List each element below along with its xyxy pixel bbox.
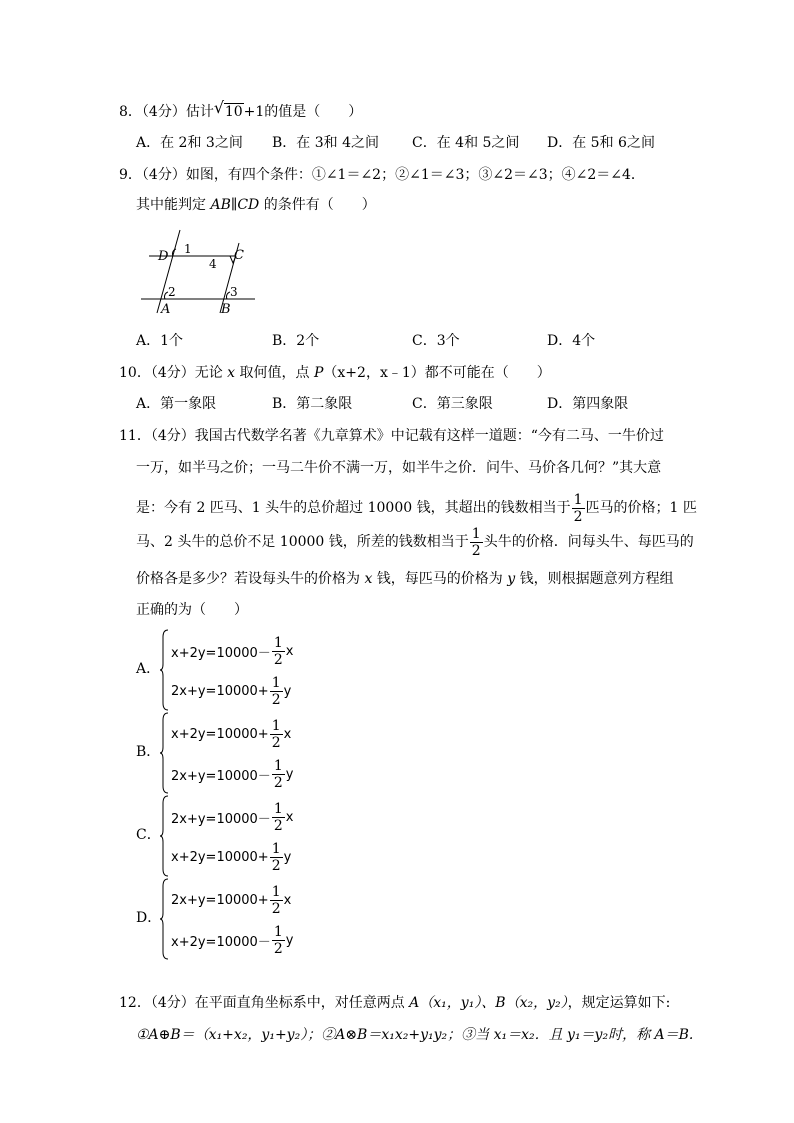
frac-num: 1	[273, 635, 283, 651]
eq-var: x	[285, 644, 294, 659]
brace-icon	[159, 795, 169, 877]
fraction-half	[272, 635, 285, 668]
q9-option-a: A．1个	[136, 333, 184, 349]
frac-num: 1	[271, 841, 281, 857]
q9-option-d: D．4个	[547, 333, 596, 349]
equation-2	[171, 841, 291, 874]
sqrt-symbol: √ 10	[213, 98, 243, 120]
q11-stem-line3	[136, 491, 697, 525]
q11-option-c-label: C．	[136, 827, 161, 843]
q12-line1-post: ，规定运算如下:	[567, 995, 671, 1011]
fraction-half	[572, 492, 585, 525]
q8-prefix: 8．（4分）估计	[119, 104, 214, 120]
q11-var-x: x	[364, 571, 373, 587]
fraction-half	[470, 526, 483, 559]
brace-icon	[159, 629, 169, 711]
eq-text: x+2y=10000+	[171, 727, 269, 742]
q12-rule-3: ；③当 x₁＝x₂．且 y₁＝y₂时，称 A＝B.	[447, 1027, 694, 1043]
fraction-half	[272, 758, 285, 791]
q8-option-b: B．在 3和 4之间	[272, 135, 380, 151]
q11-line5-post: 钱，则根据题意列方程组	[515, 571, 674, 587]
q8-option-c: C．在 4和 5之间	[412, 135, 520, 151]
q11-option-d-label: D．	[136, 910, 162, 926]
q10-option-d: D．第四象限	[547, 396, 629, 412]
frac-den: 2	[271, 735, 281, 751]
q10-pre: 10．（4分）无论	[119, 365, 228, 381]
brace-icon	[159, 712, 169, 794]
eq-text: 2x+y=10000+	[171, 684, 269, 699]
frac-num: 1	[271, 718, 281, 734]
line-da	[157, 230, 180, 313]
q8-stem	[119, 98, 363, 122]
q10-option-a: A．第一象限	[136, 396, 217, 412]
q10-stem	[119, 363, 551, 383]
q11-line3-pre: 是：今有 2 匹马、1 头牛的总价超过 10000 钱，其超出的钱数相当于	[136, 500, 571, 516]
equation-1	[171, 801, 293, 834]
q11-option-c	[159, 795, 359, 877]
q11-stem-line4	[136, 525, 694, 559]
frac-num: 1	[471, 525, 481, 542]
fraction-half	[270, 675, 283, 708]
frac-den: 2	[273, 652, 283, 668]
q8-option-d: D．在 5和 6之间	[547, 135, 655, 151]
q8-radicand: 10	[224, 104, 243, 120]
frac-den: 2	[273, 818, 283, 834]
q9-option-b: B．2个	[272, 333, 320, 349]
q9-option-c: C．3个	[412, 333, 460, 349]
equation-2	[171, 758, 293, 791]
label-2: 2	[168, 285, 176, 299]
frac-num: 1	[273, 801, 283, 817]
frac-den: 2	[471, 542, 481, 559]
eq-var: x	[283, 727, 292, 742]
equation-2	[171, 924, 293, 957]
equation-1	[171, 635, 293, 668]
q11-line4-pre: 马、2 头牛的总价不足 10000 钱，所差的钱数相当于	[136, 534, 469, 550]
q9-figure	[135, 225, 265, 320]
q10-mid: 取何值，点	[235, 365, 314, 381]
frac-den: 2	[271, 692, 281, 708]
frac-num: 1	[573, 491, 583, 508]
eq-text: x+2y=10000+	[171, 850, 269, 865]
equation-1	[171, 718, 291, 751]
eq-var: y	[285, 767, 294, 782]
q12-line1-pre: 12．（4分）在平面直角坐标系中，对任意两点	[119, 995, 410, 1011]
q11-stem-line2: 一万，如半马之价；一马二牛价不满一万，如半牛之价．问牛、马价各几何？”其大意	[136, 460, 662, 476]
frac-num: 1	[273, 758, 283, 774]
q9-stem-line2	[136, 195, 376, 215]
eq-text: 2x+y=10000－	[171, 812, 271, 827]
q11-line4-post: 头牛的价格．问每头牛、每匹马的	[483, 534, 694, 550]
q11-option-d	[159, 878, 359, 960]
eq-var: x	[285, 810, 294, 825]
eq-text: 2x+y=10000－	[171, 769, 271, 784]
q9-line2-pre: 其中能判定	[136, 197, 211, 213]
q10-post: 都不可能在（ ）	[424, 365, 551, 381]
label-1: 1	[184, 242, 192, 256]
fraction-half	[272, 924, 285, 957]
q12-rule-2: ；②A⊗B＝x₁x₂+y₁y₂	[307, 1027, 448, 1043]
eq-var: y	[283, 684, 292, 699]
q10-coords: （x+2，x﹣1）	[323, 365, 425, 381]
q12-points: A（x₁，y₁）、B（x₂，y₂）	[409, 995, 568, 1011]
q11-line5-mid: 钱，每匹马的价格为	[372, 571, 508, 587]
q11-option-a	[159, 629, 359, 711]
label-b: B	[221, 302, 231, 317]
eq-text: x+2y=10000－	[171, 646, 271, 661]
q10-option-b: B．第二象限	[272, 396, 353, 412]
frac-den: 2	[271, 901, 281, 917]
fraction-half	[270, 884, 283, 917]
frac-num: 1	[271, 675, 281, 691]
q11-option-a-label: A．	[136, 661, 161, 677]
q10-var: x	[227, 365, 236, 381]
frac-den: 2	[273, 775, 283, 791]
label-3: 3	[230, 285, 238, 299]
brace-icon	[159, 878, 169, 960]
frac-den: 2	[273, 941, 283, 957]
fraction-half	[270, 841, 283, 874]
label-c: C	[234, 248, 244, 263]
eq-var: x	[283, 893, 292, 908]
equation-2	[171, 675, 291, 708]
q8-suffix: +1的值是（ ）	[243, 104, 363, 120]
q11-line3-post: 匹马的价格；1 匹	[585, 500, 697, 516]
q11-option-b	[159, 712, 359, 794]
label-d: D	[158, 249, 169, 264]
fraction-half	[272, 801, 285, 834]
eq-text: x+2y=10000－	[171, 935, 271, 950]
frac-den: 2	[271, 858, 281, 874]
q9-line2-post: 的条件有（ ）	[259, 197, 376, 213]
q12-rule-1: ①A⊕B＝（x₁+x₂，y₁+y₂）	[136, 1027, 308, 1043]
frac-num: 1	[271, 884, 281, 900]
q11-stem-line1: 11．（4分）我国古代数学名著《九章算术》中记载有这样一道题：“今有二马、一牛价过	[119, 428, 664, 444]
label-a: A	[161, 302, 171, 317]
equation-1	[171, 884, 291, 917]
q11-stem-line6: 正确的为（ ）	[136, 602, 248, 618]
q9-stem-line1: 9．（4分）如图，有四个条件：①∠1＝∠2；②∠1＝∠3；③∠2＝∠3；④∠2＝∠4．	[119, 167, 645, 183]
q11-line5-pre: 价格各是多少？若设每头牛的价格为	[136, 571, 365, 587]
label-4: 4	[209, 257, 217, 271]
q10-point: P	[313, 365, 324, 381]
q8-option-a: A．在 2和 3之间	[136, 135, 243, 151]
fraction-half	[270, 718, 283, 751]
eq-text: 2x+y=10000+	[171, 893, 269, 908]
q12-stem-line1	[119, 993, 670, 1013]
q11-stem-line5	[136, 569, 674, 589]
q11-option-b-label: B．	[136, 744, 161, 760]
eq-var: y	[285, 933, 294, 948]
frac-den: 2	[573, 508, 583, 525]
q12-stem-line2	[136, 1025, 693, 1045]
q11-var-y: y	[507, 571, 516, 587]
q10-option-c: C．第三象限	[412, 396, 493, 412]
frac-num: 1	[273, 924, 283, 940]
q9-parallel-condition: AB∥CD	[210, 197, 260, 213]
eq-var: y	[283, 850, 292, 865]
